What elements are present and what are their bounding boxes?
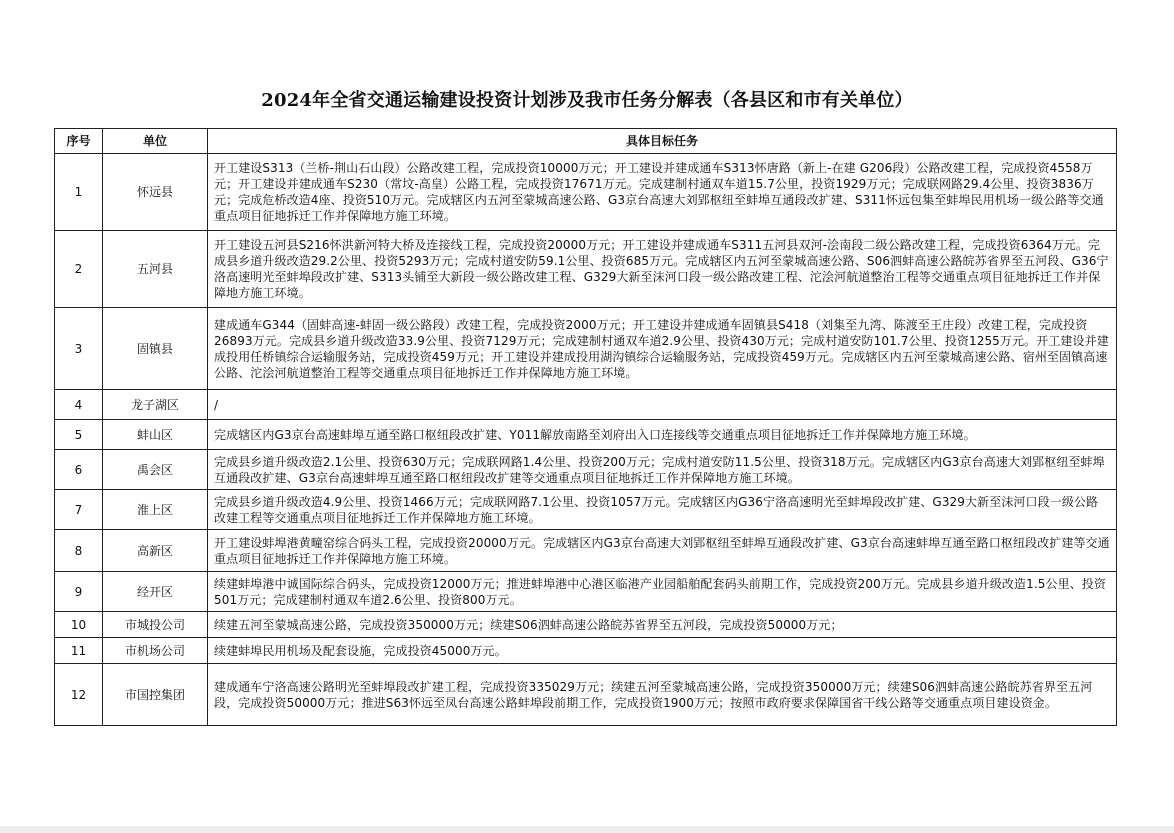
row-task: 完成县乡道升级改造2.1公里、投资630万元；完成联网路1.4公里、投资200万元；完成村道安防11.5公里、投资318万元。完成辖区内G3京台高速大刘郢枢纽至蚌埠互通段改扩建、G3京台高速蚌埠互通至路口枢纽段改扩建等交通重点项目征地拆迁工作并保障地方施工环境。	[208, 450, 1117, 490]
page-title: 2024年全省交通运输建设投资计划涉及我市任务分解表（各县区和市有关单位）	[261, 90, 913, 111]
row-number: 6	[55, 450, 103, 490]
table-row	[55, 612, 1117, 638]
table-header	[55, 129, 1117, 154]
row-task: 续建五河至蒙城高速公路，完成投资350000万元；续建S06泗蚌高速公路皖苏省界至五河段，完成投资50000万元；	[208, 612, 1117, 638]
row-number: 11	[55, 638, 103, 664]
row-number: 2	[55, 231, 103, 308]
row-task: 开工建设蚌埠港黄疃窑综合码头工程，完成投资20000万元。完成辖区内G3京台高速大刘郢枢纽至蚌埠互通段改扩建、G3京台高速蚌埠互通至路口枢纽段改扩建等交通重点项目征地拆迁工作并保障地方施工环境。	[208, 530, 1117, 572]
row-unit: 淮上区	[103, 490, 208, 530]
row-task: 完成辖区内G3京台高速蚌埠互通至路口枢纽段改扩建、Y011解放南路至刘府出入口连接线等交通重点项目征地拆迁工作并保障地方施工环境。	[208, 420, 1117, 450]
table-row	[55, 420, 1117, 450]
row-task: 开工建设S313（兰桥-荆山石山段）公路改建工程，完成投资10000万元；开工建设并建成通车S313怀唐路（新上-在建 G206段）公路改建工程，完成投资4558万元；开工建设并建成通车S230（常坟-高皇）公路工程，完成投资17671万元。完成建制村通双车道15.7公里，投资1929万元；完成联网路29.4公里、投资3836万元；完成危桥改造4座、投资510万元。完成辖区内五河至蒙城高速公路、G3京台高速大刘郢枢纽至蚌埠互通段改扩建、S311怀远包集至蚌埠民用机场一级公路等交通重点项目征地拆迁工作并保障地方施工环境。	[208, 154, 1117, 231]
header-no: 序号	[55, 129, 103, 154]
row-number: 9	[55, 572, 103, 612]
row-number: 7	[55, 490, 103, 530]
bottom-scroll-band	[0, 826, 1174, 833]
table-row	[55, 450, 1117, 490]
task-table	[54, 128, 1117, 726]
row-task: 建成通车G344（固蚌高速-蚌固一级公路段）改建工程，完成投资2000万元；开工建设并建成通车固镇县S418（刘集至九湾、陈渡至王庄段）改建工程，完成投资26893万元。完成县乡道升级改造33.9公里、投资7129万元；完成建制村通双车道2.9公里、投资430万元；完成村道安防101.7公里、投资1255万元。开工建设并建成投用任桥镇综合运输服务站，完成投资459万元；开工建设并建成投用湖沟镇综合运输服务站，完成投资459万元。完成辖区内五河至蒙城高速公路、宿州至固镇高速公路、沱浍河航道整治工程等交通重点项目征地拆迁工作并保障地方施工环境。	[208, 308, 1117, 390]
table-body	[55, 154, 1117, 726]
row-unit: 蚌山区	[103, 420, 208, 450]
row-number: 5	[55, 420, 103, 450]
row-unit: 怀远县	[103, 154, 208, 231]
row-number: 1	[55, 154, 103, 231]
table-row	[55, 572, 1117, 612]
table-row	[55, 638, 1117, 664]
row-unit: 五河县	[103, 231, 208, 308]
row-unit: 市机场公司	[103, 638, 208, 664]
table-row	[55, 231, 1117, 308]
table-row	[55, 530, 1117, 572]
row-task: 完成县乡道升级改造4.9公里、投资1466万元；完成联网路7.1公里、投资1057万元。完成辖区内G36宁洛高速明光至蚌埠段改扩建、G329大新至沫河口段一级公路改建工程等交通重点项目征地拆迁工作并保障地方施工环境。	[208, 490, 1117, 530]
table-row	[55, 308, 1117, 390]
row-unit: 禹会区	[103, 450, 208, 490]
row-unit: 市城投公司	[103, 612, 208, 638]
row-task: 开工建设五河县S216怀洪新河特大桥及连接线工程，完成投资20000万元；开工建设并建成通车S311五河县双河-浍南段二级公路改建工程，完成投资6364万元。完成县乡道升级改造29.2公里、投资5293万元；完成村道安防59.1公里、投资685万元。完成辖区内五河至蒙城高速公路、S06泗蚌高速公路皖苏省界至五河段、G36宁洛高速明光至蚌埠段改扩建、S313头铺至大新段一级公路改建工程、G329大新至沫河口段一级公路改建工程、沱浍河航道整治工程等交通重点项目征地拆迁工作并保障地方施工环境。	[208, 231, 1117, 308]
row-unit: 固镇县	[103, 308, 208, 390]
row-task: 建成通车宁洛高速公路明光至蚌埠段改扩建工程，完成投资335029万元；续建五河至蒙城高速公路，完成投资350000万元；续建S06泗蚌高速公路皖苏省界至五河段，完成投资50000万元；推进S63怀远至凤台高速公路蚌埠段前期工作，完成投资1900万元；按照市政府要求保障国省干线公路等交通重点项目建设资金。	[208, 664, 1117, 726]
row-task: 续建蚌埠港中诚国际综合码头，完成投资12000万元；推进蚌埠港中心港区临港产业园船舶配套码头前期工作，完成投资200万元。完成县乡道升级改造1.5公里、投资501万元；完成建制村通双车道2.6公里、投资800万元。	[208, 572, 1117, 612]
row-task: /	[208, 390, 1117, 420]
row-unit: 高新区	[103, 530, 208, 572]
table-row	[55, 490, 1117, 530]
row-number: 4	[55, 390, 103, 420]
row-unit: 市国控集团	[103, 664, 208, 726]
row-task: 续建蚌埠民用机场及配套设施，完成投资45000万元。	[208, 638, 1117, 664]
table-row	[55, 390, 1117, 420]
table-row	[55, 154, 1117, 231]
row-number: 10	[55, 612, 103, 638]
header-unit: 单位	[103, 129, 208, 154]
row-unit: 龙子湖区	[103, 390, 208, 420]
row-number: 12	[55, 664, 103, 726]
header-task: 具体目标任务	[208, 129, 1117, 154]
row-number: 8	[55, 530, 103, 572]
table-row	[55, 664, 1117, 726]
row-unit: 经开区	[103, 572, 208, 612]
row-number: 3	[55, 308, 103, 390]
